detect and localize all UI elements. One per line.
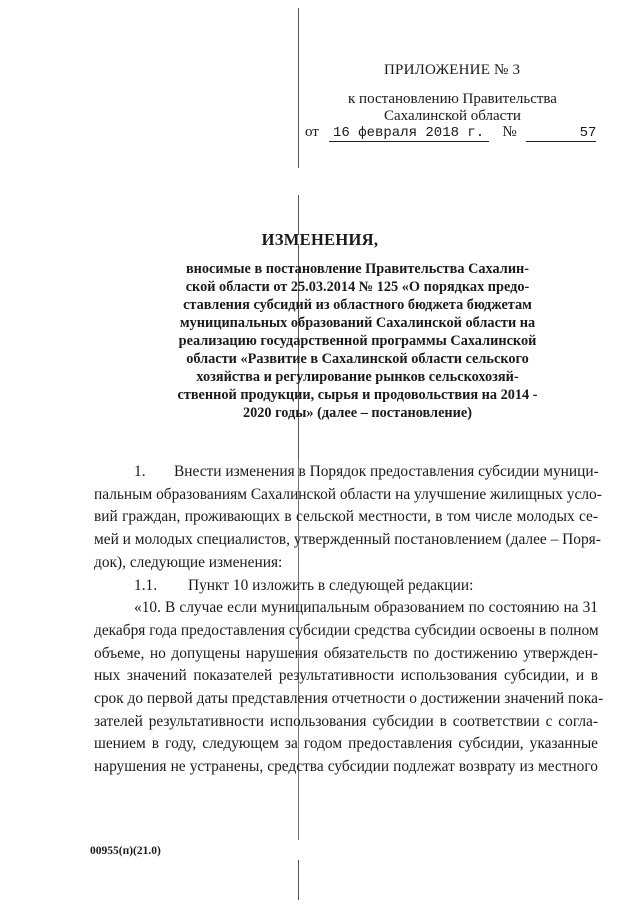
- subheading-line: ской области от 25.03.2014 № 125 «О порядках предо-: [185, 279, 530, 295]
- paragraph-1-1: [94, 575, 598, 598]
- resolution-number: 57: [526, 125, 596, 142]
- subheading-line: 2020 годы» (далее – постановление): [242, 405, 473, 421]
- paragraph-line: ных значений показателей результативности использования субсидии, и в: [94, 667, 598, 685]
- document-heading: ИЗМЕНЕНИЯ,: [261, 230, 379, 249]
- subheading-line: вносимые в постановление Правительства Сахалин-: [185, 261, 530, 277]
- paragraph-line: срок до первой даты представления отчетности о достижении значений пока-: [94, 690, 604, 708]
- paragraph-number: 1.1.: [134, 576, 158, 594]
- region-name: Сахалинской области: [384, 108, 521, 124]
- paragraph-line-text: Внести изменения в Порядок предоставления субсидии муници-: [174, 463, 599, 480]
- paragraph-10-quote: [94, 597, 604, 779]
- subheading-line: хозяйства и регулирование рынков сельскохозяй-: [196, 369, 519, 385]
- paragraph-number: 1.: [134, 463, 146, 480]
- date-number-row: [305, 124, 596, 142]
- resolution-date: 16 февраля 2018 г.: [329, 125, 489, 142]
- paragraph-line: шением в году, следующем за годом предоставления субсидии, указанные: [94, 735, 598, 753]
- paragraph-line: зателей результативности использования субсидии в соответствии с согла-: [94, 712, 598, 730]
- from-label: от: [305, 124, 319, 140]
- paragraph-line: вий граждан, проживающих в сельской местности, в том числе молодых се-: [94, 508, 598, 526]
- scan-crease-line: [298, 860, 299, 900]
- subheading-line: области «Развитие в Сахалинской области сельского: [186, 351, 529, 367]
- paragraph-line: нарушения не устранены, средства субсидии подлежат возврату из местного: [94, 758, 598, 776]
- subheading-line: муниципальных образований Сахалинской области на: [179, 315, 536, 331]
- paragraph-line: [134, 575, 598, 598]
- paragraph-line: объеме, но допущены нарушения обязательств по достижению утвержден-: [94, 644, 598, 662]
- document-body: [94, 461, 604, 779]
- paragraph-1: [94, 461, 602, 575]
- paragraph-line-text: Пункт 10 изложить в следующей редакции:: [188, 576, 474, 594]
- paragraph-line: «10. В случае если муниципальным образованием по состоянию на 31: [134, 599, 598, 617]
- number-label: №: [502, 124, 517, 140]
- paragraph-line: декабря года предоставления субсидии средства субсидии освоены в полном: [94, 621, 599, 639]
- scan-crease-line: [298, 8, 299, 168]
- subheading-line: реализацию государственной программы Сахалинской: [178, 333, 537, 349]
- paragraph-line: пальным образованиям Сахалинской области на улучшение жилищных усло-: [94, 485, 602, 503]
- document-code: 00955(п)(21.0): [90, 845, 161, 857]
- subheading-line: ставления субсидий из областного бюджета бюджетам: [183, 297, 532, 313]
- document-subheading: [160, 260, 555, 422]
- resolution-reference: к постановлению Правительства: [348, 91, 557, 107]
- paragraph-line: [94, 461, 598, 484]
- subheading-line: ственной продукции, сырья и продовольствия на 2014 -: [177, 387, 538, 403]
- scan-crease-line: [298, 195, 299, 235]
- paragraph-line: мей и молодых специалистов, утвержденный постановлением (далее – Поря-: [94, 531, 601, 549]
- appendix-title: ПРИЛОЖЕНИЕ № 3: [384, 62, 521, 78]
- paragraph-line: док), следующие изменения:: [94, 553, 283, 571]
